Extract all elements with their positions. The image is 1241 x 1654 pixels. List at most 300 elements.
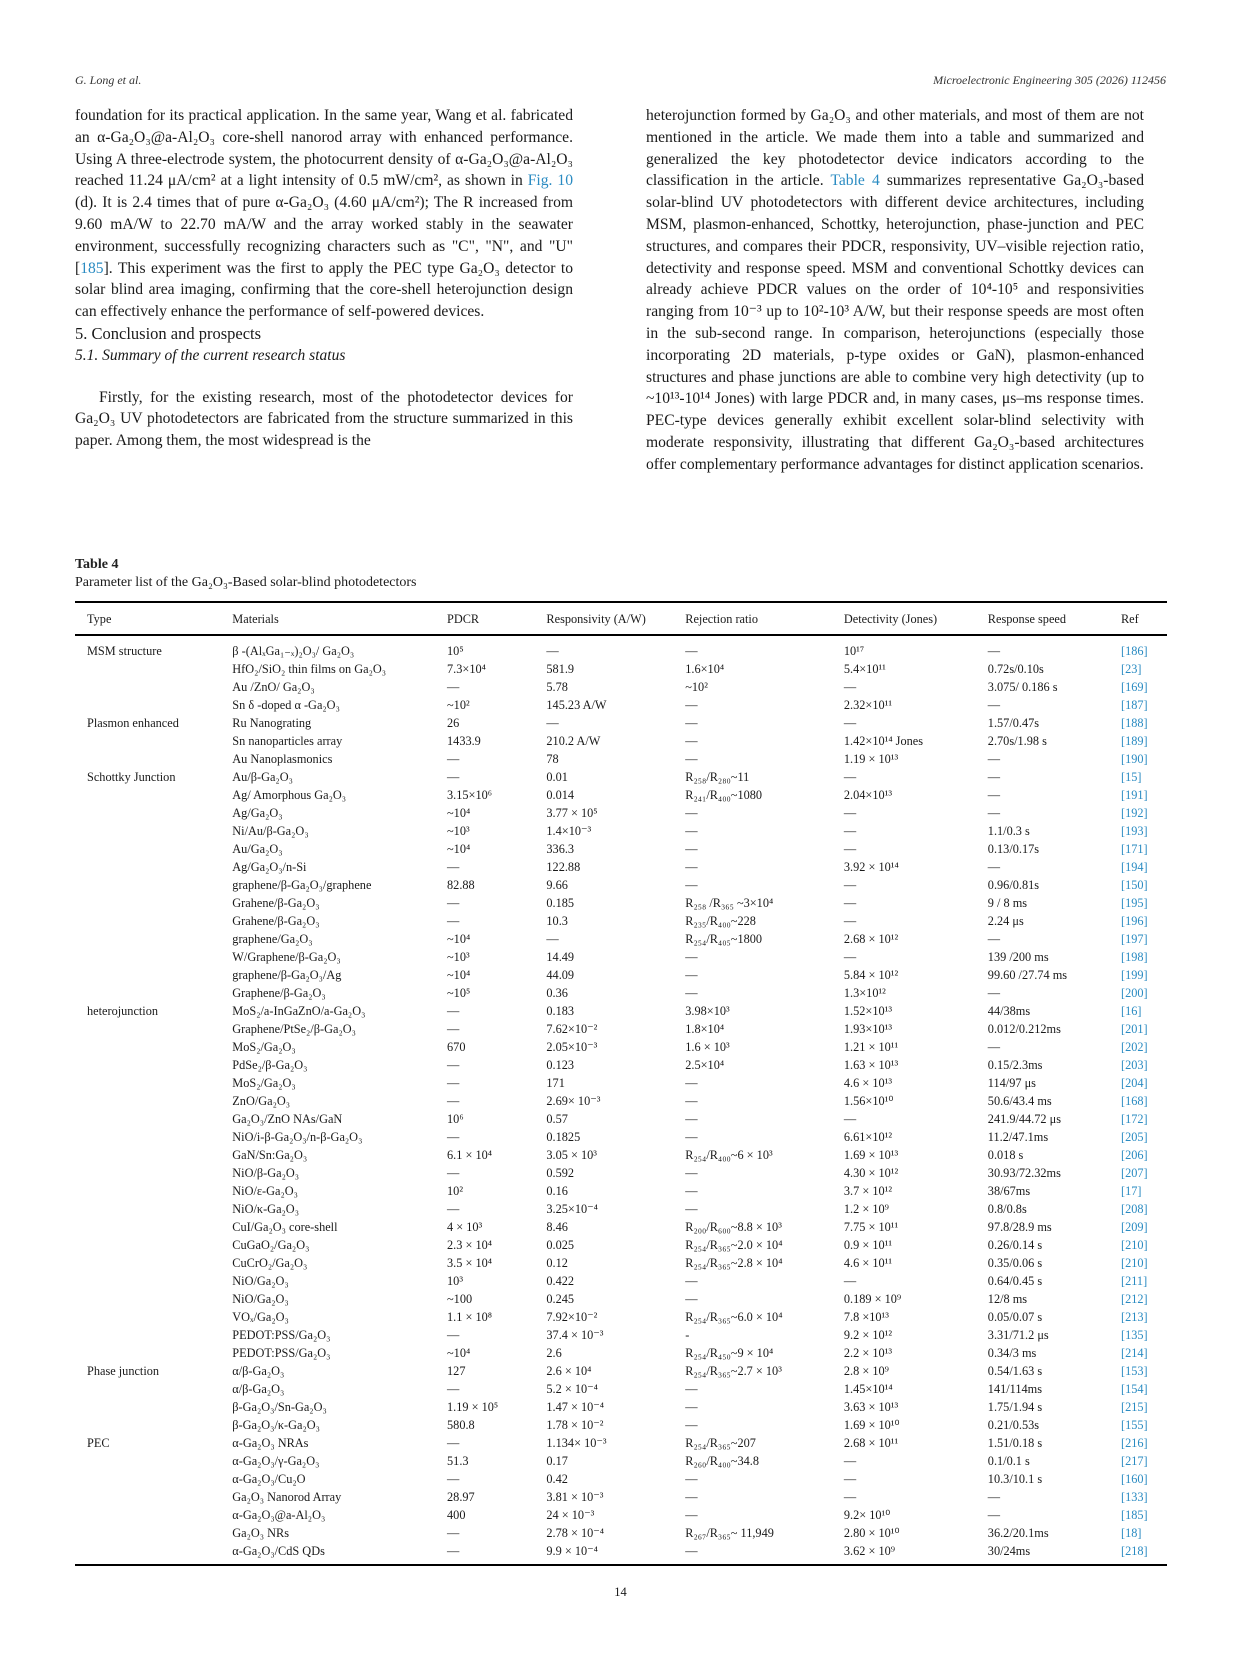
cell-response-speed: 0.35/0.06 s — [987, 1256, 1043, 1270]
cell-type: Schottky Junction — [87, 770, 176, 784]
cell-pdcr: — — [447, 1328, 460, 1342]
cell-detectivity: 2.32×10¹¹ — [843, 698, 892, 712]
table-row — [75, 732, 1167, 750]
cell-detectivity: — — [843, 1454, 857, 1468]
cell-materials: W/Graphene/β-Ga₂O₃ — [232, 950, 341, 964]
cell-detectivity: — — [843, 806, 857, 820]
cell-pdcr: ~10⁵ — [447, 986, 471, 1000]
cell-pdcr: — — [447, 1544, 460, 1558]
cell-response-speed: 114/97 μs — [987, 1076, 1036, 1090]
cell-detectivity: 1.56×10¹⁰ — [843, 1094, 894, 1108]
table-row — [75, 1002, 1167, 1020]
cell-ref[interactable]: [200] — [1120, 986, 1148, 1000]
cell-materials: Ga₂O₃ Nanorod Array — [232, 1490, 342, 1504]
cell-rejection-ratio: R₂₅₄/R₄₀₅~1800 — [685, 932, 763, 946]
cell-pdcr: ~100 — [447, 1292, 473, 1306]
cell-responsivity: 0.123 — [546, 1058, 575, 1072]
cell-detectivity: 0.189 × 10⁹ — [843, 1292, 902, 1306]
cell-pdcr: 10³ — [447, 1274, 463, 1288]
cell-response-speed: 0.018 s — [987, 1148, 1024, 1162]
cell-pdcr: — — [447, 1022, 460, 1036]
table-row — [75, 635, 1167, 660]
table-row — [75, 1326, 1167, 1344]
cell-rejection-ratio: 1.8×10⁴ — [685, 1022, 725, 1036]
cell-responsivity: 44.09 — [546, 968, 575, 982]
cell-pdcr: — — [447, 860, 460, 874]
cell-pdcr: 580.8 — [447, 1418, 475, 1432]
figure-link[interactable]: Fig. 10 — [527, 172, 573, 190]
cell-responsivity: 210.2 A/W — [546, 734, 601, 748]
cell-type — [75, 1380, 220, 1398]
cell-response-speed: 12/8 ms — [987, 1292, 1028, 1306]
cell-ref[interactable]: [209] — [1120, 1220, 1148, 1234]
cell-ref[interactable]: [210] — [1120, 1238, 1148, 1252]
cell-detectivity: — — [843, 1490, 857, 1504]
cell-materials: Ru Nanograting — [232, 716, 312, 730]
cell-rejection-ratio: — — [685, 1508, 698, 1522]
cell-ref[interactable]: [197] — [1120, 932, 1148, 946]
cell-detectivity: 3.7 × 10¹² — [843, 1184, 892, 1198]
cell-response-speed: — — [987, 752, 1001, 766]
cell-detectivity: 2.80 × 10¹⁰ — [843, 1526, 900, 1540]
cell-type — [75, 1542, 220, 1565]
cell-responsivity: 7.92×10⁻² — [546, 1310, 598, 1324]
cell-rejection-ratio: 1.6×10⁴ — [685, 662, 725, 676]
header-materials: Materials — [232, 611, 279, 626]
cell-ref[interactable]: [17] — [1120, 1184, 1142, 1198]
header-detectivity: Detectivity (Jones) — [843, 611, 938, 626]
cell-rejection-ratio: — — [685, 842, 698, 856]
cell-type — [75, 1398, 220, 1416]
cell-response-speed: 139 /200 ms — [987, 950, 1049, 964]
cell-type — [75, 1506, 220, 1524]
cell-detectivity: — — [843, 1112, 857, 1126]
cell-response-speed: 0.96/0.81s — [987, 878, 1040, 892]
cell-ref[interactable]: [190] — [1120, 752, 1148, 766]
cell-responsivity: 0.36 — [546, 986, 568, 1000]
cell-ref[interactable]: [189] — [1120, 734, 1148, 748]
cell-type — [75, 948, 220, 966]
cell-pdcr: — — [447, 1382, 460, 1396]
cell-type — [75, 1200, 220, 1218]
cell-detectivity: — — [843, 1472, 857, 1486]
cell-response-speed: 44/38ms — [987, 1004, 1031, 1018]
table-row — [75, 1542, 1167, 1565]
cell-materials: Au/Ga₂O₃ — [232, 842, 283, 856]
cell-response-speed: 0.54/1.63 s — [987, 1364, 1043, 1378]
cell-response-speed: — — [987, 806, 1001, 820]
cell-response-speed: 30/24ms — [987, 1544, 1031, 1558]
cell-detectivity: 1.93×10¹³ — [843, 1022, 892, 1036]
cell-ref[interactable]: [213] — [1120, 1310, 1148, 1324]
cell-type — [75, 1182, 220, 1200]
cell-detectivity: — — [843, 842, 857, 856]
cell-rejection-ratio: R₂₆₇/R₃₆₅~ 11,949 — [685, 1526, 774, 1540]
cell-ref[interactable]: [18] — [1120, 1526, 1142, 1540]
cell-materials: α/β-Ga₂O₃ — [232, 1364, 285, 1378]
cell-type — [75, 1254, 220, 1272]
cell-detectivity: 10¹⁷ — [843, 644, 865, 658]
cell-rejection-ratio: R₂₅₄/R₃₆₅~2.8 × 10⁴ — [685, 1256, 783, 1270]
cell-pdcr: 10⁶ — [447, 1112, 464, 1126]
cell-responsivity: 0.42 — [546, 1472, 568, 1486]
cell-type — [75, 1020, 220, 1038]
cell-pdcr: — — [447, 1472, 460, 1486]
cell-detectivity: 1.3×10¹² — [843, 986, 886, 1000]
cell-type — [75, 912, 220, 930]
cell-materials: Ag/Ga₂O₃ — [232, 806, 283, 820]
cell-materials: NiO/κ-Ga₂O₃ — [232, 1202, 299, 1216]
cell-ref[interactable]: [198] — [1120, 950, 1148, 964]
cell-responsivity: 5.2 × 10⁻⁴ — [546, 1382, 598, 1396]
cell-pdcr: ~10⁴ — [447, 1346, 471, 1360]
cell-type — [75, 1146, 220, 1164]
cell-ref[interactable]: [211] — [1120, 1274, 1148, 1288]
cell-pdcr: — — [447, 752, 460, 766]
table-row — [75, 1524, 1167, 1542]
cell-ref[interactable]: [187] — [1120, 698, 1148, 712]
cell-ref[interactable]: [204] — [1120, 1076, 1148, 1090]
cell-type — [75, 1110, 220, 1128]
cell-detectivity: 2.2 × 10¹³ — [843, 1346, 892, 1360]
cell-responsivity: 0.183 — [546, 1004, 575, 1018]
cell-detectivity: 1.42×10¹⁴ Jones — [843, 734, 924, 748]
cell-ref[interactable]: [217] — [1120, 1454, 1148, 1468]
cell-type: heterojunction — [87, 1004, 159, 1018]
cell-pdcr: — — [447, 1202, 460, 1216]
cell-responsivity: 3.25×10⁻⁴ — [546, 1202, 598, 1216]
cell-pdcr: — — [447, 896, 460, 910]
cell-rejection-ratio: R₂₄₁/R₄₀₀~1080 — [685, 788, 763, 802]
cell-responsivity: — — [546, 716, 559, 730]
cell-materials: HfO₂/SiO₂ thin films on Ga₂O₃ — [232, 662, 387, 676]
cell-rejection-ratio: — — [685, 1130, 698, 1144]
cell-rejection-ratio: — — [685, 1274, 698, 1288]
cell-response-speed: — — [987, 1508, 1001, 1522]
cell-detectivity: — — [843, 824, 857, 838]
cell-rejection-ratio: — — [685, 716, 698, 730]
cell-ref[interactable]: [214] — [1120, 1346, 1148, 1360]
cell-rejection-ratio: R₂₅₄/R₃₆₅~2.0 × 10⁴ — [685, 1238, 783, 1252]
cell-detectivity: 2.8 × 10⁹ — [843, 1364, 889, 1378]
cell-ref[interactable]: [133] — [1120, 1490, 1148, 1504]
cell-response-speed: 10.3/10.1 s — [987, 1472, 1043, 1486]
cell-pdcr: — — [447, 914, 460, 928]
cell-ref[interactable]: [193] — [1120, 824, 1148, 838]
cell-pdcr: 670 — [447, 1040, 466, 1054]
cell-responsivity: 14.49 — [546, 950, 575, 964]
cell-type — [75, 876, 220, 894]
cell-responsivity: 2.6 — [546, 1346, 562, 1360]
cell-ref[interactable]: [135] — [1120, 1328, 1148, 1342]
cell-rejection-ratio: — — [685, 1544, 698, 1558]
cell-response-speed: 0.05/0.07 s — [987, 1310, 1043, 1324]
table-row — [75, 1344, 1167, 1362]
cell-responsivity: 2.78 × 10⁻⁴ — [546, 1526, 605, 1540]
cell-ref[interactable]: [203] — [1120, 1058, 1148, 1072]
table-row — [75, 1218, 1167, 1236]
cell-responsivity: 10.3 — [546, 914, 568, 928]
cell-pdcr: ~10² — [447, 698, 470, 712]
cell-materials: Ni/Au/β-Ga₂O₃ — [232, 824, 309, 838]
cell-materials: graphene/β-Ga₂O₃/Ag — [232, 968, 342, 982]
cell-pdcr: ~10⁴ — [447, 806, 471, 820]
cell-ref[interactable]: [186] — [1120, 644, 1148, 658]
cell-type — [75, 1344, 220, 1362]
cell-ref[interactable]: [150] — [1120, 878, 1148, 892]
cell-detectivity: 4.6 × 10¹³ — [843, 1076, 892, 1090]
cell-detectivity: 4.6 × 10¹¹ — [843, 1256, 892, 1270]
cell-responsivity: — — [546, 644, 559, 658]
cell-detectivity: 9.2 × 10¹² — [843, 1328, 892, 1342]
cell-response-speed: 3.075/ 0.186 s — [987, 680, 1058, 694]
cell-detectivity: 4.30 × 10¹² — [843, 1166, 899, 1180]
cell-response-speed: 9 / 8 ms — [987, 896, 1028, 910]
cell-ref[interactable]: [155] — [1120, 1418, 1148, 1432]
cell-detectivity: — — [843, 950, 857, 964]
cell-ref[interactable]: [191] — [1120, 788, 1148, 802]
cell-responsivity: 8.46 — [546, 1220, 568, 1234]
cell-ref[interactable]: [205] — [1120, 1130, 1148, 1144]
cell-type — [75, 1488, 220, 1506]
cell-response-speed: 0.34/3 ms — [987, 1346, 1037, 1360]
table-row — [75, 984, 1167, 1002]
cell-type — [75, 732, 220, 750]
cell-materials: β -(AlₓGa₁₋ₓ)₂O₃/ Ga₂O₃ — [232, 644, 355, 658]
running-head-journal: Microelectronic Engineering 305 (2026) 112456 — [933, 73, 1166, 87]
cell-type — [75, 930, 220, 948]
cell-ref[interactable]: [202] — [1120, 1040, 1148, 1054]
cell-response-speed: 1.1/0.3 s — [987, 824, 1030, 838]
cell-materials: MoS₂/Ga₂O₃ — [232, 1040, 296, 1054]
cell-materials: CuCrO₂/Ga₂O₃ — [232, 1256, 308, 1270]
cell-responsivity: 1.78 × 10⁻² — [546, 1418, 604, 1432]
cell-pdcr: 400 — [447, 1508, 466, 1522]
cell-type — [75, 822, 220, 840]
cell-materials: α-Ga₂O₃@a-Al₂O₃ — [232, 1508, 326, 1522]
cell-pdcr: 10⁵ — [447, 644, 464, 658]
cell-pdcr: 1.19 × 10⁵ — [447, 1400, 499, 1414]
cell-ref[interactable]: [194] — [1120, 860, 1148, 874]
cell-pdcr: 26 — [447, 716, 460, 730]
cell-responsivity: 0.014 — [546, 788, 575, 802]
cell-rejection-ratio: 3.98×10³ — [685, 1004, 730, 1018]
cell-detectivity: 9.2× 10¹⁰ — [843, 1508, 891, 1522]
cell-response-speed: 99.60 /27.74 ms — [987, 968, 1068, 982]
cell-responsivity: 336.3 — [546, 842, 575, 856]
cell-responsivity: 0.245 — [546, 1292, 575, 1306]
table-row — [75, 1056, 1167, 1074]
header-responsivity: Responsivity (A/W) — [546, 611, 646, 626]
parameter-table — [75, 601, 1167, 1566]
cell-responsivity: 1.47 × 10⁻⁴ — [546, 1400, 605, 1414]
cell-materials: PEDOT:PSS/Ga₂O₃ — [232, 1346, 331, 1360]
right-column — [646, 105, 1144, 476]
cell-pdcr: 127 — [447, 1364, 466, 1378]
cell-rejection-ratio: — — [685, 824, 698, 838]
cell-rejection-ratio: — — [685, 878, 698, 892]
table-row — [75, 1308, 1167, 1326]
cell-materials: Ga₂O₃/ZnO NAs/GaN — [232, 1112, 343, 1126]
cell-pdcr: — — [447, 1076, 460, 1090]
cell-rejection-ratio: ~10² — [685, 680, 708, 694]
cell-type — [75, 840, 220, 858]
cell-pdcr: 10² — [447, 1184, 463, 1198]
cell-pdcr: 1433.9 — [447, 734, 481, 748]
table-row — [75, 1110, 1167, 1128]
table-row — [75, 894, 1167, 912]
cell-type — [75, 1092, 220, 1110]
cell-ref[interactable]: [23] — [1120, 662, 1142, 676]
cell-response-speed: — — [987, 860, 1001, 874]
cell-ref[interactable]: [154] — [1120, 1382, 1148, 1396]
cell-ref[interactable]: [210] — [1120, 1256, 1148, 1270]
cell-ref[interactable]: [218] — [1120, 1544, 1148, 1558]
subsection-heading: 5.1. Summary of the current research status — [75, 346, 346, 364]
cell-materials: Grahene/β-Ga₂O₃ — [232, 914, 320, 928]
cell-materials: NiO/i-β-Ga₂O₃/n-β-Ga₂O₃ — [232, 1130, 363, 1144]
table-row — [75, 768, 1167, 786]
cell-detectivity: 2.68 × 10¹² — [843, 932, 899, 946]
cell-rejection-ratio: — — [685, 1112, 698, 1126]
section-heading: 5. Conclusion and prospects — [75, 323, 262, 343]
cell-type: PEC — [87, 1436, 110, 1450]
table-row — [75, 678, 1167, 696]
cell-pdcr: 4 × 10³ — [447, 1220, 483, 1234]
cell-response-speed: 97.8/28.9 ms — [987, 1220, 1052, 1234]
cell-type — [75, 1164, 220, 1182]
cell-response-speed: 3.31/71.2 μs — [987, 1328, 1049, 1342]
cell-responsivity: 0.1825 — [546, 1130, 581, 1144]
table-row — [75, 840, 1167, 858]
cell-response-speed: 11.2/47.1ms — [987, 1130, 1049, 1144]
cell-materials: Sn nanoparticles array — [232, 734, 343, 748]
table-row — [75, 1164, 1167, 1182]
cell-materials: Au Nanoplasmonics — [232, 752, 333, 766]
cell-detectivity: 0.9 × 10¹¹ — [843, 1238, 892, 1252]
citation-link[interactable]: 185 — [80, 259, 104, 277]
cell-response-speed: — — [987, 1490, 1001, 1504]
cell-detectivity: 6.61×10¹² — [843, 1130, 892, 1144]
cell-ref[interactable]: [172] — [1120, 1112, 1148, 1126]
cell-pdcr: ~10³ — [447, 950, 470, 964]
cell-type — [75, 804, 220, 822]
cell-response-speed: 50.6/43.4 ms — [987, 1094, 1052, 1108]
cell-ref[interactable]: [207] — [1120, 1166, 1148, 1180]
cell-response-speed: 36.2/20.1ms — [987, 1526, 1049, 1540]
cell-ref[interactable]: [153] — [1120, 1364, 1148, 1378]
cell-ref[interactable]: [196] — [1120, 914, 1148, 928]
header-pdcr: PDCR — [447, 611, 480, 626]
cell-responsivity: 2.69× 10⁻³ — [546, 1094, 601, 1108]
cell-ref[interactable]: [216] — [1120, 1436, 1148, 1450]
cell-response-speed: 38/67ms — [987, 1184, 1031, 1198]
cell-rejection-ratio: — — [685, 986, 698, 1000]
table-row — [75, 1434, 1167, 1452]
cell-responsivity: 3.77 × 10⁵ — [546, 806, 598, 820]
table-row — [75, 1362, 1167, 1380]
table-row — [75, 1236, 1167, 1254]
paragraph-pec-core-shell: foundation for its practical application. In the same year, Wang et al. fabricated an α-Ga₂O₃@a-Al₂O₃ core-shell nanorod array with enhanced performance. Using A three-electrode system, the photocurrent density of α-Ga₂O₃@a-Al₂O₃ reached 11.24 μA/cm² at a light intensity of 0.5 mW/cm², as shown in Fig. 10 (d). It is 2.4 times that of pure α-Ga₂O₃ (4.60 μA/cm²); The R increased from 9.60 mA/W to 22.70 mA/W and the array worked stably in the seawater environment, successfully recognizing characters such as "C", "N", and "U"[185]. This experiment was the first to apply the PEC type Ga₂O₃ detector to solar blind area imaging, confirming that the core-shell heterojunction design can effectively enhance the performance of self-powered devices. — [75, 107, 573, 321]
cell-rejection-ratio: - — [685, 1328, 690, 1342]
cell-ref[interactable]: [201] — [1120, 1022, 1148, 1036]
cell-ref[interactable]: [160] — [1120, 1472, 1148, 1486]
cell-pdcr: — — [447, 1526, 460, 1540]
cell-materials: ZnO/Ga₂O₃ — [232, 1094, 291, 1108]
cell-rejection-ratio: — — [685, 734, 698, 748]
table-row — [75, 1038, 1167, 1056]
cell-materials: α-Ga₂O₃/Cu₂O — [232, 1472, 306, 1486]
cell-type — [75, 678, 220, 696]
cell-materials: α-Ga₂O₃ NRAs — [232, 1436, 309, 1450]
cell-detectivity: 1.69 × 10¹³ — [843, 1148, 899, 1162]
table-link[interactable]: Table 4 — [830, 172, 880, 190]
cell-ref[interactable]: [15] — [1120, 770, 1142, 784]
cell-ref[interactable]: [171] — [1120, 842, 1148, 856]
cell-ref[interactable]: [215] — [1120, 1400, 1148, 1414]
cell-ref[interactable]: [195] — [1120, 896, 1148, 910]
cell-detectivity: — — [843, 914, 857, 928]
cell-rejection-ratio: — — [685, 752, 698, 766]
table-header-row — [75, 602, 1167, 635]
cell-response-speed: 1.57/0.47s — [987, 716, 1040, 730]
cell-detectivity: 3.62 × 10⁹ — [843, 1544, 896, 1558]
cell-responsivity: 581.9 — [546, 662, 575, 676]
cell-materials: Ag/ Amorphous Ga₂O₃ — [232, 788, 347, 802]
cell-ref[interactable]: [208] — [1120, 1202, 1148, 1216]
cell-pdcr: ~10⁴ — [447, 842, 471, 856]
cell-ref[interactable]: [212] — [1120, 1292, 1148, 1306]
cell-type — [75, 696, 220, 714]
cell-response-speed: 0.21/0.53s — [987, 1418, 1040, 1432]
cell-ref[interactable]: [206] — [1120, 1148, 1148, 1162]
cell-materials: Sn δ -doped α -Ga₂O₃ — [232, 698, 340, 712]
cell-detectivity: 5.84 × 10¹² — [843, 968, 899, 982]
cell-ref[interactable]: [192] — [1120, 806, 1148, 820]
table-row — [75, 1488, 1167, 1506]
cell-response-speed: 2.24 μs — [987, 914, 1024, 928]
cell-responsivity: 2.05×10⁻³ — [546, 1040, 598, 1054]
cell-ref[interactable]: [188] — [1120, 716, 1148, 730]
cell-responsivity: 0.592 — [546, 1166, 575, 1180]
cell-detectivity: — — [843, 1274, 857, 1288]
cell-detectivity: 1.63 × 10¹³ — [843, 1058, 899, 1072]
cell-ref[interactable]: [16] — [1120, 1004, 1142, 1018]
cell-response-speed: 0.012/0.212ms — [987, 1022, 1061, 1036]
cell-pdcr: ~10⁴ — [447, 932, 471, 946]
left-column — [75, 105, 573, 452]
cell-response-speed: 0.8/0.8s — [987, 1202, 1027, 1216]
header-response-speed: Response speed — [987, 611, 1067, 626]
cell-type — [75, 858, 220, 876]
cell-ref[interactable]: [185] — [1120, 1508, 1148, 1522]
cell-ref[interactable]: [168] — [1120, 1094, 1148, 1108]
cell-pdcr: — — [447, 680, 460, 694]
cell-rejection-ratio: — — [685, 698, 698, 712]
cell-responsivity: 9.9 × 10⁻⁴ — [546, 1544, 598, 1558]
header-type: Type — [87, 611, 112, 626]
cell-materials: α-Ga₂O₃/γ-Ga₂O₃ — [232, 1454, 320, 1468]
cell-pdcr: 1.1 × 10⁸ — [447, 1310, 493, 1324]
cell-ref[interactable]: [169] — [1120, 680, 1148, 694]
table-row — [75, 1092, 1167, 1110]
cell-detectivity: — — [843, 680, 857, 694]
running-head — [75, 73, 1166, 89]
table-row — [75, 696, 1167, 714]
cell-response-speed: 0.26/0.14 s — [987, 1238, 1043, 1252]
cell-ref[interactable]: [199] — [1120, 968, 1148, 982]
cell-response-speed: — — [987, 788, 1001, 802]
